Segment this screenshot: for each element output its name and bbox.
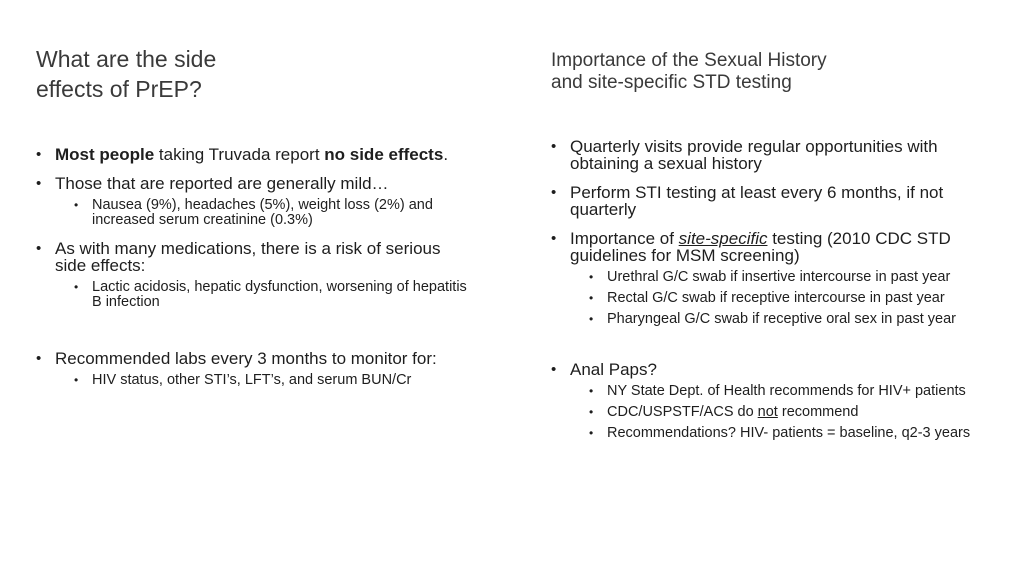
bullet-text: As with many medications, there is a risk of serious side effects:: [55, 239, 441, 275]
bullet-text: Anal Paps?: [570, 360, 657, 379]
sub-bullet-urethral: • Urethral G/C swab if insertive intercourse in past year: [589, 270, 991, 285]
left-bullet-serious-effects: [36, 240, 476, 310]
sub-bullet-cdc-uspstf: [589, 405, 991, 420]
right-column: [551, 138, 991, 453]
spacer: [551, 339, 991, 361]
left-bullet-mild-effects: [36, 175, 476, 228]
left-bullet-recommended-labs: [36, 350, 476, 388]
right-bullet-site-specific: [551, 230, 991, 327]
bullet-text: recommend: [777, 404, 859, 420]
sub-bullet-side-effect-rates: • Nausea (9%), headaches (5%), weight loss (2%) and increased serum creatinine (0.3%): [74, 198, 476, 228]
underlined-not: not: [757, 404, 778, 420]
emphasis-site-specific: site-specific: [678, 229, 768, 248]
bullet-text: taking Truvada report: [154, 145, 325, 164]
sub-list: [570, 384, 991, 441]
left-title: [36, 44, 336, 104]
sub-bullet-rectal: • Rectal G/C swab if receptive intercourse in past year: [589, 291, 991, 306]
right-title: [551, 50, 971, 94]
sub-bullet-pharyngeal: • Pharyngeal G/C swab if receptive oral sex in past year: [589, 312, 991, 327]
sub-list: [55, 373, 476, 388]
bullet-text: CDC/USPSTF/ACS do: [607, 404, 758, 420]
sub-bullet-recommendations: • Recommendations? HIV- patients = baseline, q2-3 years: [589, 426, 991, 441]
bullet-text: .: [443, 145, 449, 164]
sub-bullet-ny-state: • NY State Dept. of Health recommends for HIV+ patients: [589, 384, 991, 399]
left-title-line-2: effects of PrEP?: [36, 76, 202, 102]
left-title-line-1: What are the side: [36, 46, 217, 72]
sub-list: [570, 270, 991, 327]
right-title-line-1: Importance of the Sexual History: [551, 50, 827, 71]
bold-most-people: Most people: [55, 145, 155, 164]
bullet-text: testing (2010 CDC STD guidelines for MSM screening): [570, 229, 951, 265]
bullet-text: Those that are reported are generally mild…: [55, 174, 389, 193]
left-bullet-list: [36, 146, 476, 388]
bold-no-side-effects: no side effects: [324, 145, 444, 164]
left-column: [36, 146, 476, 400]
spacer: [36, 322, 476, 350]
sub-list: [55, 198, 476, 228]
right-bullet-quarterly-visits: • Quarterly visits provide regular opportunities with obtaining a sexual history: [551, 138, 991, 172]
bullet-text: Importance of: [570, 229, 679, 248]
sub-list: [55, 280, 476, 310]
sub-bullet-lab-list: • HIV status, other STI’s, LFT’s, and serum BUN/Cr: [74, 373, 476, 388]
right-title-line-2: and site-specific STD testing: [551, 72, 792, 93]
sub-bullet-serious-list: • Lactic acidosis, hepatic dysfunction, worsening of hepatitis B infection: [74, 280, 476, 310]
bullet-text: Recommended labs every 3 months to monitor for:: [55, 349, 437, 368]
left-bullet-most-people: [36, 146, 476, 163]
right-bullet-list: [551, 138, 991, 441]
right-bullet-anal-paps: [551, 361, 991, 441]
right-bullet-sti-testing: • Perform STI testing at least every 6 months, if not quarterly: [551, 184, 991, 218]
